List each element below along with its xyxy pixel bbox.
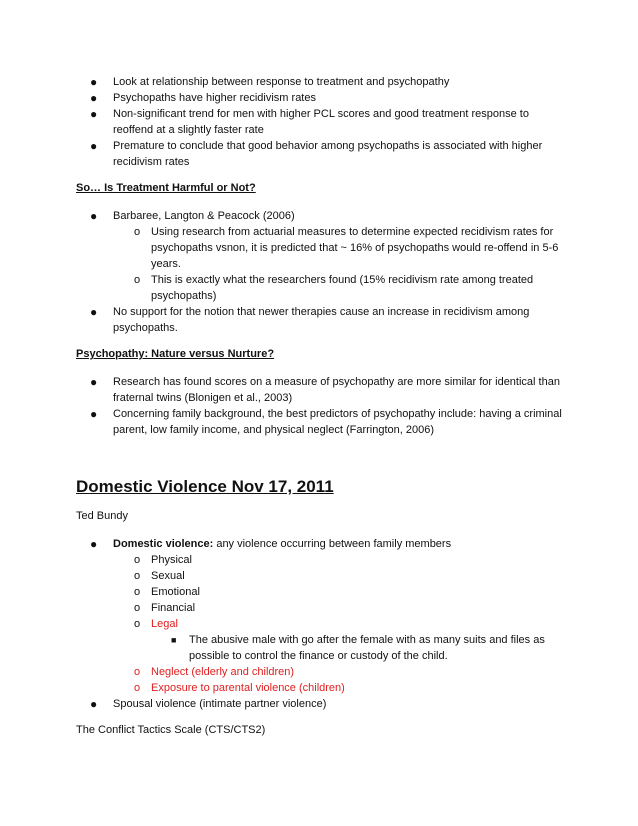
bullet-icon: ●	[90, 209, 98, 223]
list-item: ● Look at relationship between response to treatment and psychopathy	[90, 75, 450, 89]
list-item: o Sexual	[134, 570, 185, 582]
bullet-icon: ●	[90, 305, 98, 319]
bullet-icon: ●	[90, 91, 98, 105]
list-item: o Exposure to parental violence (children)	[134, 682, 345, 694]
circle-bullet-icon: o	[134, 570, 141, 582]
circle-bullet-icon: o	[134, 618, 141, 630]
list-item: ● Domestic violence: any violence occurring between family members o Physical o Sexual o Emotional o Financial o Legal ■ The abusive male with go after the female with as many suits and files as possible to control the finance or custody of the child. o Neglect (elderly and children) o Exposure to parental violence (children)	[76, 536, 568, 696]
circle-bullet-icon: o	[134, 666, 141, 678]
section4-list	[76, 536, 568, 712]
list-item: o Legal ■ The abusive male with go after the female with as many suits and files as possible to control the finance or custody of the child.	[113, 616, 568, 664]
list-item: ● No support for the notion that newer therapies cause an increase in recidivism among psychopaths.	[90, 305, 530, 334]
circle-bullet-icon: o	[134, 226, 141, 238]
list-item: o This is exactly what the researchers found (15% recidivism rate among treated psychopaths)	[134, 274, 534, 302]
sub-list	[113, 552, 568, 696]
list-item: ● Premature to conclude that good behavior among psychopaths is associated with higher recidivism rates	[90, 139, 543, 168]
section1-list	[76, 74, 568, 170]
list-item: o Using research from actuarial measures to determine expected recidivism rates for psychopaths vsnon, it is predicted that ~ 16% of psychopaths would re-offend in 5-6 years.	[134, 226, 559, 270]
bullet-icon: ●	[90, 537, 98, 551]
bullet-icon: ●	[90, 697, 98, 711]
bullet-icon: ●	[90, 407, 98, 421]
list-item: ● Psychopaths have higher recidivism rates	[90, 91, 316, 105]
list-item: ● Barbaree, Langton & Peacock (2006) o Using research from actuarial measures to determine expected recidivism rates for psychopaths vsnon, it is predicted that ~ 16% of psychopaths would re-offend in 5-6 years. o This is exactly what the researchers found (15% recidivism rate among treated psychopaths)	[76, 208, 568, 304]
circle-bullet-icon: o	[134, 682, 141, 694]
bullet-icon: ●	[90, 107, 98, 121]
list-item: ■ The abusive male with go after the female with as many suits and files as possible to control the finance or custody of the child.	[171, 634, 545, 662]
section-heading: Psychopathy: Nature versus Nurture?	[76, 348, 275, 360]
paragraph: The Conflict Tactics Scale (CTS/CTS2)	[76, 724, 266, 736]
section2-list	[76, 208, 568, 336]
list-item: o Neglect (elderly and children)	[134, 666, 295, 678]
section3-list	[76, 374, 568, 438]
circle-bullet-icon: o	[134, 586, 141, 598]
list-item: o Emotional	[134, 586, 200, 598]
section-title: Domestic Violence Nov 17, 2011	[76, 477, 334, 496]
sub-list	[113, 224, 568, 304]
list-item: o Physical	[134, 554, 192, 566]
circle-bullet-icon: o	[134, 602, 141, 614]
bullet-icon: ●	[90, 139, 98, 153]
circle-bullet-icon: o	[134, 554, 141, 566]
bullet-icon: ●	[90, 75, 98, 89]
paragraph: Ted Bundy	[76, 510, 128, 522]
list-item: ● Spousal violence (intimate partner violence)	[90, 697, 327, 711]
list-item: ● Concerning family background, the best predictors of psychopathy include: having a criminal parent, low family income, and physical neglect (Farrington, 2006)	[90, 407, 562, 436]
list-item: ● Research has found scores on a measure of psychopathy are more similar for identical than fraternal twins (Blonigen et al., 2003)	[90, 375, 560, 404]
bullet-icon: ●	[90, 375, 98, 389]
list-item: ● Non-significant trend for men with higher PCL scores and good treatment response to reoffend at a slightly faster rate	[90, 107, 529, 136]
section-heading: So… Is Treatment Harmful or Not?	[76, 182, 256, 194]
list-item: o Financial	[134, 602, 196, 614]
sub-sub-list	[151, 632, 568, 664]
term: Domestic violence:	[113, 538, 214, 550]
square-bullet-icon: ■	[171, 635, 177, 645]
circle-bullet-icon: o	[134, 274, 141, 286]
